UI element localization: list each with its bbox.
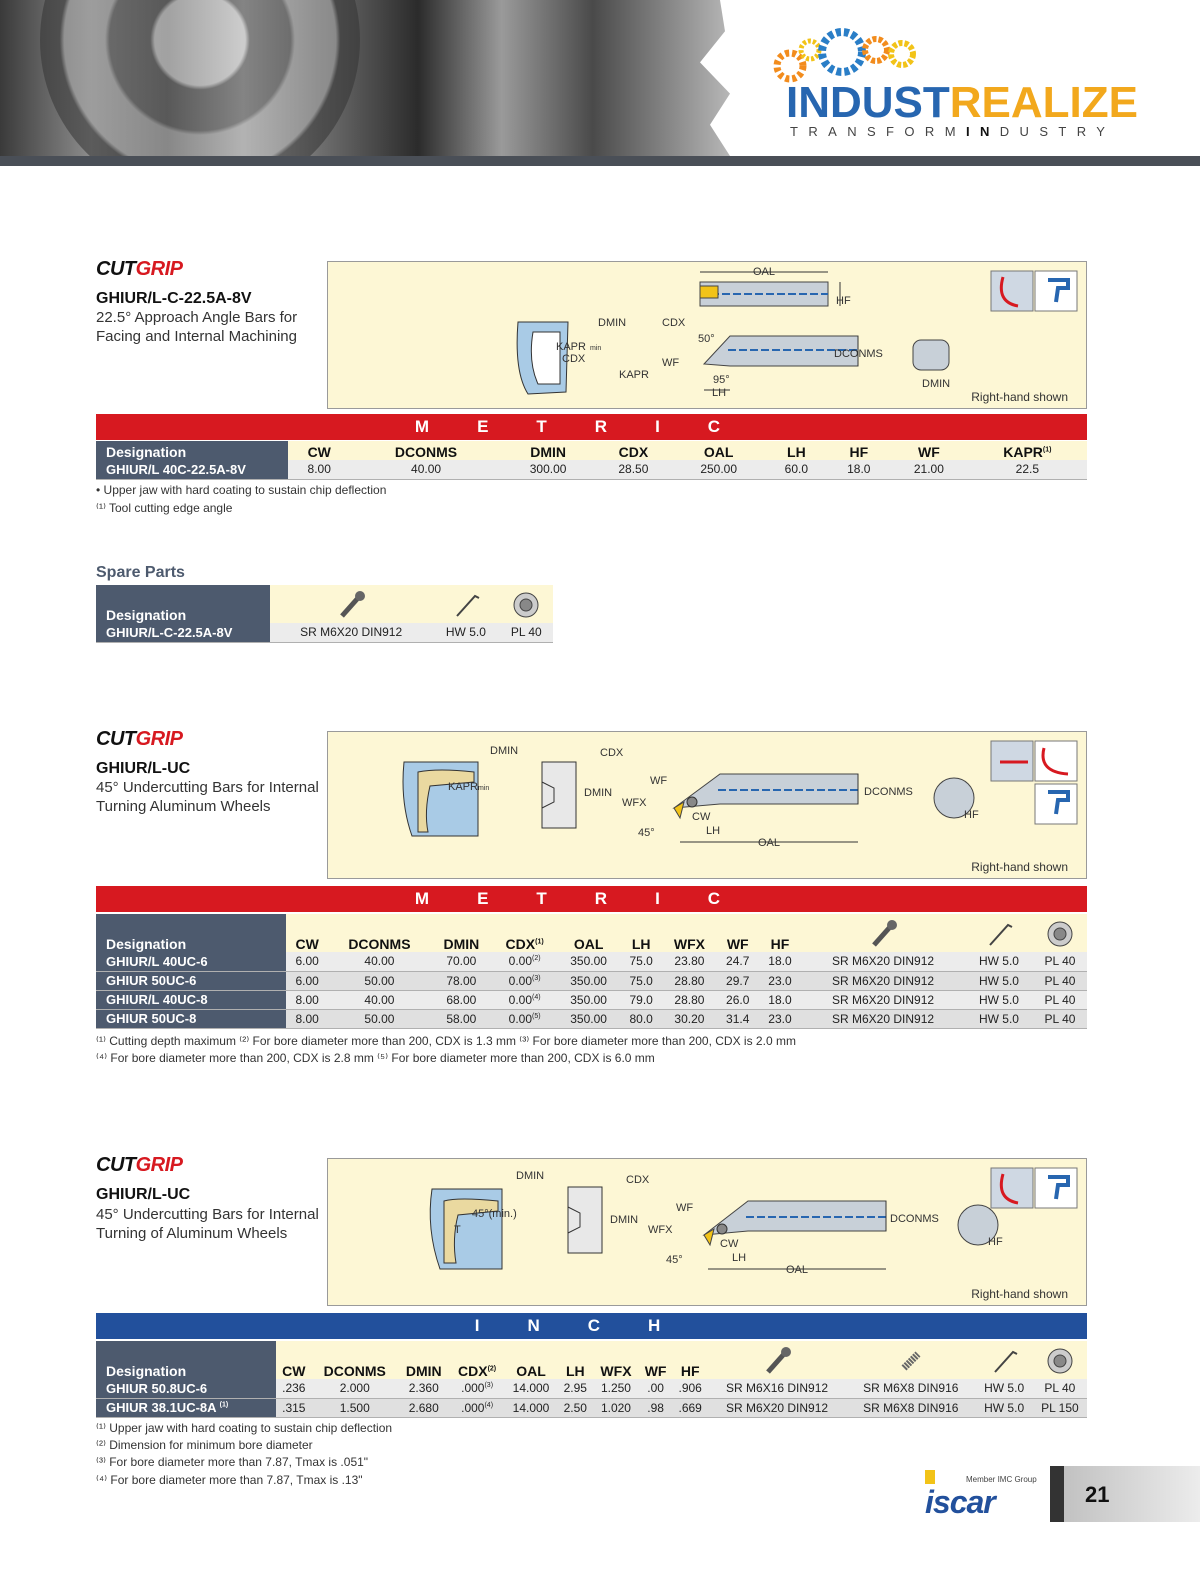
table-row: GHIUR/L 40C-22.5A-8V 8.00 40.00 300.00 28.50 250.00 60.0 18.0 21.00 22.5 <box>96 460 1087 479</box>
col-cw: CW <box>286 914 328 952</box>
note: ⁽⁴⁾ For bore diameter more than 200, CDX is 2.8 mm ⁽⁵⁾ For bore diameter more than 200, CDX is 6.0 mm <box>96 1051 655 1065</box>
plate-icon <box>500 585 553 623</box>
member-imc-group: Member IMC Group <box>966 1475 1037 1484</box>
dim-angle-45-min: 45°(min.) <box>472 1208 517 1220</box>
table-row: GHIUR 50UC-6 6.00 50.00 78.00 0.00$^{(3)}$ 350.00 75.0 28.80 29.7 23.0 SR M6X20 DIN912 HW 5.0 PL 40 <box>96 971 1087 990</box>
col-dconms: DCONMS <box>312 1341 398 1379</box>
spec-table-3 <box>96 1341 1087 1418</box>
dim-dmin: DMIN <box>490 745 519 757</box>
col-wfx: WFX <box>593 1341 639 1379</box>
col-cdx: CDX <box>595 441 673 460</box>
dim-dmin: DMIN <box>516 1170 545 1182</box>
dim-lh: LH <box>732 1252 747 1264</box>
note: ⁽¹⁾ Upper jaw with hard coating to sustain chip deflection <box>96 1421 393 1435</box>
table-row: GHIUR 50UC-8 8.00 50.00 58.00 0.00$^{(5)}$ 350.00 80.0 30.20 31.4 23.0 SR M6X20 DIN912 HW 5.0 PL 40 <box>96 1009 1087 1028</box>
page-number: 21 <box>1085 1482 1110 1507</box>
wheel-photo <box>0 0 760 166</box>
col-cw: CW <box>276 1341 312 1379</box>
note: ⁽²⁾ Dimension for minimum bore diameter <box>96 1438 313 1452</box>
dim-hf: HF <box>964 809 979 821</box>
dim-oal: OAL <box>786 1264 809 1276</box>
hex-key-icon <box>975 1341 1032 1379</box>
col-dmin: DMIN <box>502 441 595 460</box>
product-description: 45° Undercutting Bars for Internal Turning Aluminum Wheels <box>96 779 319 815</box>
product-title: GHIUR/L-UC <box>96 1186 191 1203</box>
table-row: GHIUR/L-C-22.5A-8V SR M6X20 DIN912 HW 5.0 PL 40 <box>96 623 553 642</box>
col-cdx: CDX$^{(2)}$ <box>450 1341 505 1379</box>
dim-angle-50: 50° <box>698 333 715 345</box>
table-row: GHIUR/L 40UC-6 6.00 40.00 70.00 0.00$^{(2)}$ 350.00 75.0 23.80 24.7 18.0 SR M6X20 DIN912 HW 5.0 PL 40 <box>96 952 1087 971</box>
note: ⁽⁴⁾ For bore diameter more than 7.87, Tmax is .13" <box>96 1473 363 1487</box>
dim-wfx: WFX <box>648 1224 673 1236</box>
dim-cw: CW <box>720 1238 739 1250</box>
note: ⁽¹⁾ Tool cutting edge angle <box>96 501 233 515</box>
page-number-box <box>1050 1466 1200 1522</box>
col-kapr: KAPR$^{(1)}$ <box>968 441 1087 460</box>
col-wf: WF <box>639 1341 673 1379</box>
banner-strip <box>0 156 1200 166</box>
set-screw-icon <box>846 1341 975 1379</box>
dim-cdx: CDX <box>662 317 686 329</box>
dim-dmin-2: DMIN <box>610 1214 639 1226</box>
spare-parts-title: Spare Parts <box>96 564 185 581</box>
col-designation: Designation <box>96 585 270 623</box>
col-hf: HF <box>828 441 890 460</box>
dim-dconms: DCONMS <box>834 348 883 360</box>
col-hf: HF <box>672 1341 708 1379</box>
col-cdx: CDX$^{(1)}$ <box>492 914 557 952</box>
table-row: GHIUR 38.1UC-8A $^{(1)}$ .315 1.500 2.680 .000$^{(4)}$ 14.000 2.50 1.020 .98 .669 SR M6X20 DIN912 SR M6X8 DIN916 HW 5.0 PL 150 <box>96 1398 1087 1417</box>
tool-diagram <box>327 261 1087 409</box>
inch-band: INCH <box>96 1313 1087 1339</box>
col-lh: LH <box>558 1341 594 1379</box>
right-hand-note: Right-hand shown <box>971 1287 1068 1301</box>
logo-accent <box>925 1470 935 1484</box>
tool-diagram <box>327 1158 1087 1306</box>
col-lh: LH <box>620 914 662 952</box>
table-row: GHIUR/L 40UC-8 8.00 40.00 68.00 0.00$^{(4)}$ 350.00 79.0 28.80 26.0 18.0 SR M6X20 DIN912 HW 5.0 PL 40 <box>96 990 1087 1009</box>
right-hand-note: Right-hand shown <box>971 390 1068 404</box>
col-hf: HF <box>759 914 801 952</box>
product-title: GHIUR/L-UC <box>96 760 191 777</box>
dim-angle-95: 95° <box>713 374 730 386</box>
cutgrip-logo: CUTGRIP <box>96 1154 183 1176</box>
dim-kapr-min: KAPR <box>556 341 586 353</box>
col-wf: WF <box>890 441 968 460</box>
col-oal: OAL <box>505 1341 558 1379</box>
col-lh: LH <box>765 441 827 460</box>
col-dmin: DMIN <box>431 914 492 952</box>
gears-icon <box>770 28 930 84</box>
plate-icon <box>1033 914 1087 952</box>
brand-tagline: TRANSFORMINDUSTRY <box>790 124 1116 139</box>
dim-wf: WF <box>650 775 668 787</box>
col-wf: WF <box>717 914 759 952</box>
col-designation: Designation <box>96 914 286 952</box>
dim-dconms: DCONMS <box>890 1213 939 1225</box>
dim-hf: HF <box>836 295 851 307</box>
col-designation: Designation <box>96 441 288 460</box>
screw-icon <box>270 585 432 623</box>
dim-cdx: CDX <box>626 1174 650 1186</box>
col-wfx: WFX <box>662 914 716 952</box>
screw-icon <box>708 1341 846 1379</box>
note: ⁽¹⁾ Cutting depth maximum ⁽²⁾ For bore diameter more than 200, CDX is 1.3 mm ⁽³⁾ For bore diameter more than 200, CDX is 2.0 mm <box>96 1034 796 1048</box>
col-oal: OAL <box>557 914 620 952</box>
table-row: GHIUR 50.8UC-6 .236 2.000 2.360 .000$^{(3)}$ 14.000 2.95 1.250 .00 .906 SR M6X16 DIN912 SR M6X8 DIN916 HW 5.0 PL 40 <box>96 1379 1087 1398</box>
hex-key-icon <box>965 914 1033 952</box>
col-dmin: DMIN <box>398 1341 450 1379</box>
dim-hf: HF <box>988 1236 1003 1248</box>
dim-lh: LH <box>706 825 721 837</box>
dim-cdx-2: CDX <box>562 353 586 365</box>
dim-dmin-2: DMIN <box>922 378 951 390</box>
dim-kapr-min-sub: min <box>590 345 602 352</box>
cutgrip-logo: CUTGRIP <box>96 728 183 750</box>
cutgrip-logo: CUTGRIP <box>96 258 183 280</box>
dim-angle-45: 45° <box>666 1254 683 1266</box>
dim-cw: CW <box>692 811 711 823</box>
dim-lh: LH <box>712 387 727 399</box>
plate-icon <box>1033 1341 1087 1379</box>
product-title: GHIUR/L-C-22.5A-8V <box>96 290 252 307</box>
page-number-bar <box>1050 1466 1064 1522</box>
spare-parts-table <box>96 585 553 643</box>
dim-dmin: DMIN <box>598 317 627 329</box>
product-description: 22.5° Approach Angle Bars for Facing and Internal Machining <box>96 309 298 345</box>
iscar-logo: iscar <box>925 1484 995 1520</box>
col-cw: CW <box>288 441 350 460</box>
dim-dconms: DCONMS <box>864 786 913 798</box>
dim-kapr: KAPR <box>619 369 649 381</box>
dim-kapr: KAPR <box>448 781 478 793</box>
col-dconms: DCONMS <box>350 441 501 460</box>
dim-oal: OAL <box>753 266 776 278</box>
spec-table-2 <box>96 914 1087 1029</box>
col-dconms: DCONMS <box>328 914 430 952</box>
note: • Upper jaw with hard coating to sustain chip deflection <box>96 483 387 497</box>
product-description: 45° Undercutting Bars for Internal Turning of Aluminum Wheels <box>96 1206 319 1242</box>
dim-oal: OAL <box>758 837 781 849</box>
col-oal: OAL <box>672 441 765 460</box>
dim-kapr-sub: min <box>478 785 490 792</box>
metric-band: METRIC <box>96 886 1087 912</box>
dim-angle-45: 45° <box>638 827 655 839</box>
metric-band: METRIC <box>96 414 1087 440</box>
right-hand-note: Right-hand shown <box>971 860 1068 874</box>
dim-wf: WF <box>662 357 680 369</box>
brand-name: INDUSTREALIZE <box>786 78 1139 127</box>
dim-cdx: CDX <box>600 747 624 759</box>
dim-dmin-2: DMIN <box>584 787 613 799</box>
screw-icon <box>801 914 965 952</box>
dim-wf: WF <box>676 1202 694 1214</box>
hex-key-icon <box>432 585 499 623</box>
dim-wfx: WFX <box>622 797 647 809</box>
dim-t: T <box>454 1224 461 1236</box>
note: ⁽³⁾ For bore diameter more than 7.87, Tmax is .051" <box>96 1455 369 1469</box>
tool-diagram <box>327 731 1087 879</box>
col-designation: Designation <box>96 1341 276 1379</box>
spec-table-1 <box>96 441 1087 480</box>
